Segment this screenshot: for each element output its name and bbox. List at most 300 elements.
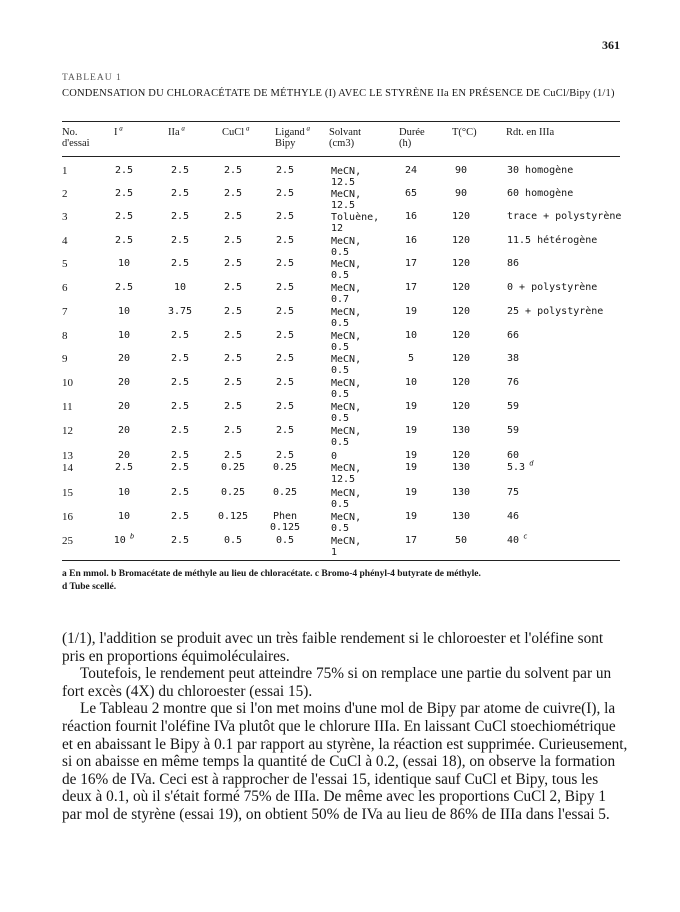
cell-ligand [276,451,294,462]
cell-ligand [273,488,297,499]
cell-essai-no [62,488,73,499]
cell-cucl [221,463,245,474]
cell-solvant-value: 0 [331,451,338,462]
cell-iia [171,378,189,389]
cell-solvant [331,189,361,211]
cell-i [118,307,130,318]
table-top-rule [62,121,620,122]
cell-essai-no [62,307,68,318]
cell-solvant-second-line: 12 [331,223,344,234]
cell-duree [405,331,417,342]
cell-rendement-value: 5.3 [507,462,526,473]
cell-rendement [507,189,573,200]
table-row [0,166,680,190]
cell-cucl [224,189,242,200]
cell-ligand [276,236,294,247]
table-header-cell [275,124,310,149]
cell-rendement [507,451,519,462]
cell-solvant-value: MeCN, [331,236,362,247]
cell-i [118,259,130,270]
cell-rendement-value: 60 [507,450,520,461]
cell-iia-value: 2.5 [170,425,190,436]
cell-cucl-value: 2.5 [223,188,243,199]
cell-solvant-value: MeCN, [331,166,362,177]
cell-ligand [276,536,294,547]
cell-essai-no [62,236,68,247]
cell-solvant [331,378,361,400]
cell-cucl-value: 2.5 [223,353,243,364]
table-header-cell [114,124,123,138]
cell-iia-value: 2.5 [170,487,190,498]
table-row [0,459,680,487]
cell-essai-no [62,212,68,223]
cell-solvant [331,236,361,258]
cell-solvant-value: MeCN, [331,512,362,523]
cell-solvant-second-line: 0.7 [331,294,350,305]
cell-rendement-value: 59 [507,401,520,412]
cell-duree-value: 19 [404,450,418,461]
cell-cucl [218,512,248,523]
cell-i [118,331,130,342]
cell-rendement-superscript: c [519,532,528,541]
cell-solvant [331,512,361,534]
cell-cucl-value: 0.125 [217,511,249,522]
cell-cucl-value: 2.5 [223,282,243,293]
cell-solvant-second-line: 0.5 [331,523,350,534]
cell-solvant-second-line: 0.5 [331,247,350,258]
cell-iia-value: 2.5 [170,462,190,473]
table-header-cell [222,124,250,138]
cell-ligand [276,426,294,437]
cell-rendement [507,402,519,413]
cell-ligand [276,259,294,270]
table-header-cell [62,127,90,149]
cell-duree [405,236,417,247]
table-row [0,259,680,283]
cell-i-value: 20 [117,377,131,388]
cell-duree-value: 16 [404,211,418,222]
cell-essai-no [62,426,73,437]
cell-cucl [224,402,242,413]
cell-i [118,512,130,523]
table-header-sublabel: d'essai [62,138,90,149]
cell-solvant-value: MeCN, [331,463,362,474]
cell-cucl-value: 2.5 [223,377,243,388]
cell-essai-no-value: 5 [62,258,68,270]
cell-temperature [452,331,470,342]
cell-i-value: 2.5 [114,165,134,176]
cell-solvant-second-line: 12.5 [331,200,356,211]
cell-ligand-value: 0.25 [272,487,298,498]
cell-essai-no [62,402,73,413]
cell-i [115,189,133,200]
cell-duree [405,536,417,547]
table-row [0,402,680,426]
cell-ligand-value: 2.5 [275,425,295,436]
cell-rendement [507,212,621,223]
cell-duree [405,402,417,413]
cell-rendement [507,488,519,499]
cell-ligand [276,307,294,318]
cell-i-value: 10 [113,535,126,546]
cell-iia [174,283,186,294]
cell-solvant [331,451,337,462]
cell-iia [171,512,189,523]
table-label: TABLEAU 1 [62,73,122,83]
cell-ligand [276,378,294,389]
table-header-label: Durée [399,127,425,138]
cell-i-value: 10 [117,487,131,498]
cell-rendement-value: 59 [507,425,520,436]
cell-ligand-value: 2.5 [275,450,295,461]
cell-temperature-value: 120 [451,282,471,293]
cell-i [115,212,133,223]
cell-essai-no [62,536,73,547]
cell-iia [171,236,189,247]
cell-iia [171,402,189,413]
cell-solvant-second-line: 12.5 [331,474,356,485]
cell-temperature-value: 120 [451,306,471,317]
cell-cucl [224,166,242,177]
cell-temperature [452,426,470,437]
cell-iia-value: 10 [173,282,187,293]
cell-temperature [452,488,470,499]
cell-iia [171,212,189,223]
cell-cucl-value: 2.5 [223,235,243,246]
paragraph-1: (1/1), l'addition se produit avec un très faible rendement si le chloroester et l'oléfine sont pris en proportions équimoléculaires. [62,630,604,665]
cell-ligand-value: 2.5 [275,401,295,412]
cell-cucl-value: 2.5 [223,211,243,222]
cell-i-value: 2.5 [114,211,134,222]
cell-essai-no [62,166,68,177]
cell-duree [405,451,417,462]
cell-i [115,236,133,247]
cell-cucl [224,331,242,342]
cell-duree-value: 5 [407,353,415,364]
cell-rendement [507,283,597,294]
cell-solvant-value: MeCN, [331,536,362,547]
cell-cucl-value: 2.5 [223,401,243,412]
cell-solvant [331,331,361,353]
cell-rendement [507,236,597,247]
cell-temperature-value: 120 [451,377,471,388]
cell-cucl [224,259,242,270]
table-header-sublabel: (h) [399,138,412,149]
table-footnote-1 [62,569,481,579]
cell-solvant [331,402,361,424]
cell-cucl-value: 2.5 [223,450,243,461]
cell-i [118,378,130,389]
cell-i-value: 10 [117,258,131,269]
cell-iia-value: 2.5 [170,535,190,546]
paragraph-2: Toutefois, le rendement peut atteindre 75% si on remplace une partie du solvent par un fort excès (4X) du chloroester (essai 15). [62,665,612,700]
cell-ligand-value: 2.5 [275,235,295,246]
cell-cucl-value: 0.25 [220,487,246,498]
cell-solvant [331,488,361,510]
cell-rendement-value: 30 homogène [507,165,574,176]
cell-duree-value: 19 [404,306,418,317]
cell-i [118,354,130,365]
table-row [0,426,680,450]
cell-solvant [331,354,361,376]
cell-temperature [452,512,470,523]
table-header-label: CuCl [222,127,245,138]
cell-ligand [276,283,294,294]
cell-rendement [507,378,519,389]
cell-cucl [224,212,242,223]
cell-duree-value: 17 [404,282,418,293]
cell-i-value: 10 [117,306,131,317]
cell-essai-no-value: 8 [62,330,68,342]
cell-solvant [331,283,361,305]
cell-solvant-value: MeCN, [331,426,362,437]
cell-essai-no [62,378,73,389]
table-footnote-2 [62,582,116,592]
cell-iia-value: 2.5 [170,188,190,199]
cell-solvant [331,212,379,234]
cell-ligand [276,331,294,342]
cell-cucl-value: 2.5 [223,425,243,436]
cell-ligand-value: 2.5 [275,282,295,293]
cell-i-value: 2.5 [114,188,134,199]
cell-cucl-value: 0.25 [220,462,246,473]
cell-iia-value: 2.5 [170,450,190,461]
cell-i [118,426,130,437]
cell-rendement-value: 86 [507,258,520,269]
table-header-sublabel: Bipy [275,138,296,149]
cell-solvant-second-line: 12.5 [331,177,356,188]
cell-ligand-value: 2.5 [275,330,295,341]
cell-temperature-value: 120 [451,450,471,461]
table-row [0,189,680,213]
cell-duree [405,426,417,437]
table-header-superscript: a [244,124,250,133]
table-row [0,512,680,536]
cell-temperature [455,189,467,200]
cell-solvant-second-line: 1 [331,547,338,558]
cell-duree-value: 17 [404,535,418,546]
cell-solvant [331,463,361,485]
cell-temperature [452,451,470,462]
cell-cucl-value: 2.5 [223,165,243,176]
cell-i-value: 2.5 [114,235,134,246]
cell-ligand-value: 2.5 [275,258,295,269]
table-header-rule [62,156,620,157]
cell-ligand-value: 2.5 [275,165,295,176]
cell-i [118,402,130,413]
cell-i-value: 20 [117,425,131,436]
cell-duree-value: 17 [404,258,418,269]
cell-iia [168,307,192,318]
cell-cucl [224,283,242,294]
cell-solvant-value: MeCN, [331,402,362,413]
cell-essai-no [62,512,73,523]
cell-temperature [452,402,470,413]
cell-essai-no [62,463,73,474]
table-header-cell [506,127,554,138]
table-row [0,283,680,307]
cell-rendement [507,354,519,365]
cell-cucl-value: 2.5 [223,330,243,341]
cell-rendement-value: 25 + polystyrène [507,306,604,317]
cell-i-superscript: b [125,532,135,541]
footnote-2-text: d Tube scellé. [62,582,117,592]
cell-iia-value: 3.75 [167,306,193,317]
cell-iia [171,354,189,365]
cell-temperature [452,354,470,365]
cell-duree [405,212,417,223]
cell-solvant-value: MeCN, [331,488,362,499]
cell-solvant [331,166,361,188]
cell-iia-value: 2.5 [170,353,190,364]
cell-ligand-value: 2.5 [275,188,295,199]
table-header-superscript: a [179,124,185,133]
cell-rendement-value: 11.5 hétérogène [507,235,598,246]
cell-essai-no-value: 11 [62,401,73,413]
cell-essai-no [62,331,68,342]
cell-i-value: 20 [117,353,131,364]
table-header-label: T(°C) [452,127,477,138]
cell-temperature-value: 120 [451,211,471,222]
table-header-label: Solvant [329,127,362,138]
cell-temperature [455,166,467,177]
cell-temperature [452,378,470,389]
cell-essai-no-value: 10 [62,377,73,389]
cell-i-value: 2.5 [114,462,134,473]
cell-rendement [507,459,534,474]
cell-solvant-second-line: 0.5 [331,270,350,281]
table-header-label: IIa [168,127,180,138]
cell-temperature [452,259,470,270]
cell-i [118,488,130,499]
cell-iia-value: 2.5 [170,401,190,412]
cell-essai-no-value: 25 [62,535,73,547]
cell-temperature-value: 130 [451,511,471,522]
cell-duree [405,283,417,294]
table-row [0,378,680,402]
cell-rendement-value: 76 [507,377,520,388]
cell-ligand-value: 2.5 [275,377,295,388]
cell-temperature-value: 130 [451,462,471,473]
cell-duree-value: 24 [404,165,418,176]
cell-temperature-value: 120 [451,258,471,269]
cell-i [115,283,133,294]
cell-solvant-second-line: 0.5 [331,413,350,424]
cell-rendement [507,426,519,437]
cell-cucl [221,488,245,499]
cell-essai-no-value: 2 [62,188,68,200]
cell-duree-value: 10 [404,377,418,388]
table-header-cell [452,127,477,138]
table-header-label: Rdt. en IIIa [506,127,555,138]
cell-ligand [276,212,294,223]
cell-ligand [270,512,300,533]
cell-rendement [507,512,519,523]
cell-essai-no-value: 13 [62,450,73,462]
cell-essai-no [62,451,73,462]
page-number: 361 [602,38,620,52]
cell-essai-no-value: 9 [62,353,68,365]
table-header-cell [168,124,185,138]
cell-rendement-value: 0 + polystyrène [507,282,598,293]
table-row [0,354,680,378]
cell-solvant-second-line: 0.5 [331,342,350,353]
table-header-label: I [114,127,118,138]
cell-i-value: 10 [117,330,131,341]
cell-temperature [452,212,470,223]
table-caption: CONDENSATION DU CHLORACÉTATE DE MÉTHYLE (I) AVEC LE STYRÈNE IIa EN PRÉSENCE DE CuCl/Bipy (1/1) [62,88,615,99]
cell-iia-value: 2.5 [170,211,190,222]
cell-duree [405,166,417,177]
cell-essai-no-value: 14 [62,462,73,474]
cell-cucl [224,426,242,437]
cell-cucl [224,451,242,462]
cell-iia-value: 2.5 [170,330,190,341]
cell-iia [171,463,189,474]
cell-rendement [507,532,528,547]
cell-ligand [276,189,294,200]
table-row [0,532,680,560]
cell-temperature [452,236,470,247]
cell-solvant-value: MeCN, [331,307,362,318]
cell-ligand [276,402,294,413]
cell-ligand [276,354,294,365]
cell-rendement [507,307,603,318]
cell-essai-no-value: 15 [62,487,73,499]
cell-solvant-second-line: 0.5 [331,437,350,448]
cell-solvant-value: MeCN, [331,189,362,200]
table-header-cell [399,127,425,149]
cell-essai-no-value: 6 [62,282,68,294]
cell-duree-value: 19 [404,401,418,412]
cell-i [113,532,135,547]
cell-essai-no-value: 7 [62,306,68,318]
cell-essai-no-value: 1 [62,165,68,177]
cell-ligand-value: 2.5 [275,353,295,364]
cell-iia [171,426,189,437]
table-row [0,212,680,236]
cell-duree [405,259,417,270]
table-header-superscript: a [304,124,310,133]
cell-iia [171,189,189,200]
cell-cucl [224,236,242,247]
cell-temperature-value: 50 [454,535,468,546]
cell-iia [171,331,189,342]
cell-temperature [452,283,470,294]
table-row [0,488,680,512]
cell-solvant [331,536,361,558]
cell-cucl-value: 2.5 [223,306,243,317]
cell-i-value: 10 [117,511,131,522]
cell-iia-value: 2.5 [170,511,190,522]
cell-temperature-value: 130 [451,425,471,436]
paragraph-3: Le Tableau 2 montre que si l'on met moins d'une mol de Bipy par atome de cuivre(I), la réaction fournit l'oléfine IVa plutôt que le chlorure IIIa. En laissant CuCl stoechiométrique et en abaissant le Bipy à 0.1 par rapport au styrène, la réaction est supprimée. Curieusement, si on abaisse en même temps la quantité de CuCl à 0.2, (essai 18), on observe la formation de 16% de IVa. Ceci est à rapprocher de l'essai 15, identique sauf CuCl et Bipy, tous les deux à 0.1, où il s'était formé 75% de IIIa. De même avec les proportions CuCl 2, Bipy 1 par mol de styrène (essai 19), on obtient 50% de IVa au lieu de 86% de IIIa dans l'essai 5. [62,700,628,823]
cell-solvant-value: Toluène, [331,212,380,223]
cell-solvant-second-line: 0.5 [331,389,350,400]
cell-duree-value: 19 [404,425,418,436]
cell-rendement [507,331,519,342]
cell-essai-no [62,354,68,365]
cell-iia [171,451,189,462]
cell-temperature [452,307,470,318]
cell-ligand-second-line: 0.125 [269,521,301,533]
cell-cucl [224,354,242,365]
cell-temperature-value: 120 [451,235,471,246]
cell-duree-value: 10 [404,330,418,341]
table-header-cell [329,127,361,149]
cell-i-value: 20 [117,450,131,461]
cell-duree [405,488,417,499]
